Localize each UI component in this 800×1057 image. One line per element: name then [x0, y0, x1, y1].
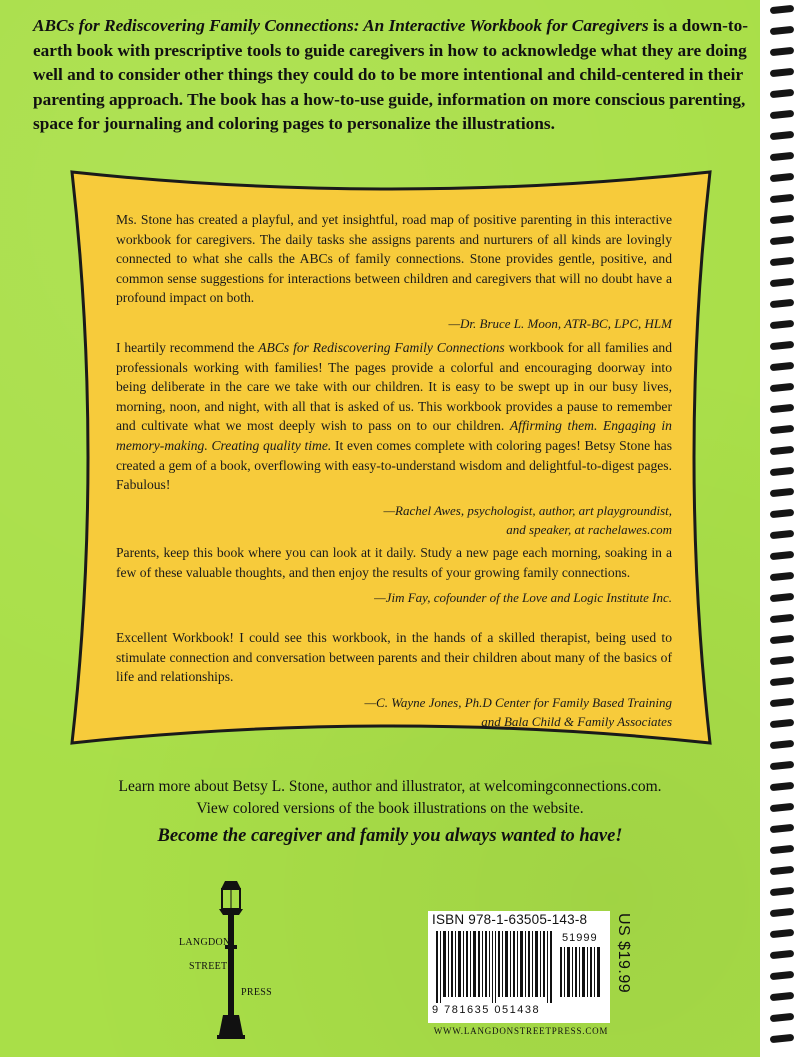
attribution-line: —Dr. Bruce L. Moon, ATR-BC, LPC, HLM: [448, 315, 672, 331]
spiral-coil: [770, 467, 795, 476]
attribution-line: —Jim Fay, cofounder of the Love and Logic Institute Inc.: [374, 590, 672, 606]
spiral-coil: [770, 488, 795, 497]
spiral-coil: [770, 908, 795, 917]
spiral-coil: [770, 278, 795, 287]
attribution-line: and Bala Child & Family Associates: [481, 713, 672, 729]
intro-paragraph: [33, 14, 758, 137]
spiral-coil: [770, 719, 795, 728]
spiral-coil: [770, 47, 795, 56]
testimonial-fay: [116, 543, 672, 607]
spiral-coil: [770, 5, 795, 14]
publisher-logo: [155, 875, 285, 1045]
spiral-coil: [770, 677, 795, 686]
illustrations-line: View colored versions of the book illustrations on the website.: [196, 800, 584, 817]
attribution-line: —C. Wayne Jones, Ph.D Center for Family Based Training: [364, 694, 672, 710]
spiral-coil: [770, 1034, 795, 1043]
testimonial-attribution: [116, 693, 672, 731]
spiral-coil: [770, 194, 795, 203]
spiral-coil: [770, 26, 795, 35]
spiral-coil: [770, 635, 795, 644]
spiral-coil: [770, 782, 795, 791]
isbn-number: ISBN 978-1-63505-143-8: [432, 912, 588, 927]
spiral-coil: [770, 341, 795, 350]
price-code: 51999: [562, 932, 598, 944]
spiral-coil: [770, 404, 795, 413]
testimonial-text: [116, 338, 672, 495]
text-segment: It even comes complete with coloring pages! Betsy Stone has created a gem of a book, overflowing with easy-to-understand wisdom and delightful-to-digest pages. Fabulous!: [116, 437, 672, 493]
spiral-binding: [760, 0, 800, 1057]
spiral-coil: [770, 950, 795, 959]
spiral-coil: [770, 530, 795, 539]
spiral-coil: [770, 110, 795, 119]
testimonial-awes: [116, 338, 672, 539]
spiral-coil: [770, 425, 795, 434]
lamppost-icon: [155, 875, 285, 1045]
spiral-coil: [770, 929, 795, 938]
spiral-coil: [770, 446, 795, 455]
testimonial-attribution: [116, 314, 672, 333]
spiral-coil: [770, 887, 795, 896]
text-segment: workbook for all families and professionals working with families! The pages provide a colorful and encouraging doorway into being deliberate in the care we take with our children. It is easy to be swept up in our busy lives, morning, noon, and night, with all that is asked of us. This workbook provides a pause to remember and cultivate what we most deeply wish to pass on to our children.: [116, 340, 672, 434]
price-label: [612, 915, 634, 1023]
testimonial-moon: [116, 210, 672, 333]
intro-text: is a down-to-earth book with prescriptive tools to guide caregivers in how to acknowledge what they are doing well and to consider other things they could do to be more intentional and child-centered in their parenting approach. The book has a how-to-use guide, information on more conscious parenting, space for journaling and coloring pages to personalize the illustrations.: [33, 16, 748, 133]
spiral-coil: [770, 740, 795, 749]
spiral-coil: [770, 299, 795, 308]
spiral-coil: [770, 89, 795, 98]
spiral-coil: [770, 152, 795, 161]
price-text: US $19.99: [615, 913, 632, 994]
spiral-coil: [770, 971, 795, 980]
spiral-coil: [770, 215, 795, 224]
spiral-coil: [770, 1013, 795, 1022]
spiral-coil: [770, 824, 795, 833]
testimonial-text: Parents, keep this book where you can look at it daily. Study a new page each morning, soaking in a few of these valuable thoughts, and then enjoy the results of your growing family connections.: [116, 545, 672, 580]
text-segment: I heartily recommend the: [116, 340, 259, 355]
publisher-word-1: LANGDON: [179, 937, 231, 948]
testimonial-text: Ms. Stone has created a playful, and yet insightful, road map of positive parenting in this interactive workbook for caregivers. The daily tasks she assigns parents and nurturers of all kinds are lovingly connected to what she calls the ABCs of family connections. Stone provides gentle, positive, and common sense suggestions for interactions between children and caregivers that will no doubt have a profound impact on both.: [116, 212, 672, 306]
spiral-coil: [770, 614, 795, 623]
testimonial-attribution: [116, 588, 672, 607]
spiral-coil: [770, 320, 795, 329]
spiral-coil: [770, 257, 795, 266]
spiral-coil: [770, 236, 795, 245]
spiral-coil: [770, 656, 795, 665]
spiral-coil: [770, 992, 795, 1001]
spiral-coil: [770, 572, 795, 581]
spiral-coil: [770, 761, 795, 770]
italic-phrase: Affirming them. Engaging in memory-making. Creating quality time.: [116, 418, 672, 453]
testimonial-panel: [66, 166, 716, 749]
testimonial-jones: [116, 628, 672, 731]
spiral-coil: [770, 131, 795, 140]
barcode-digits: 9 781635 051438: [432, 1004, 541, 1016]
testimonial-attribution: [116, 501, 672, 539]
spiral-coil: [770, 698, 795, 707]
footer-text: [40, 776, 740, 847]
testimonial-text: Excellent Workbook! I could see this workbook, in the hands of a skilled therapist, being used to stimulate connection and conversation between parents and their children about many of the basics of life and relationships.: [116, 630, 672, 685]
book-title: ABCs for Rediscovering Family Connections: An Interactive Workbook for Caregivers: [33, 16, 649, 35]
spiral-coil: [770, 509, 795, 518]
spiral-coil: [770, 803, 795, 812]
tagline: Become the caregiver and family you always wanted to have!: [157, 826, 623, 846]
book-title-reference: ABCs for Rediscovering Family Connections: [258, 340, 505, 355]
spiral-coil: [770, 551, 795, 560]
spiral-coil: [770, 866, 795, 875]
spiral-coil: [770, 845, 795, 854]
spiral-coil: [770, 383, 795, 392]
attribution-line: —Rachel Awes, psychologist, author, art playgroundist,: [383, 502, 672, 518]
spiral-coil: [770, 593, 795, 602]
publisher-word-3: PRESS: [241, 987, 272, 998]
publisher-website: WWW.LANGDONSTREETPRESS.COM: [433, 1026, 609, 1036]
spiral-coil: [770, 362, 795, 371]
spiral-coil: [770, 68, 795, 77]
author-website-line: Learn more about Betsy L. Stone, author and illustrator, at welcomingconnections.com.: [118, 778, 662, 795]
publisher-word-2: STREET: [189, 961, 228, 972]
spiral-coil: [770, 173, 795, 182]
attribution-line: and speaker, at rachelawes.com: [506, 521, 672, 537]
